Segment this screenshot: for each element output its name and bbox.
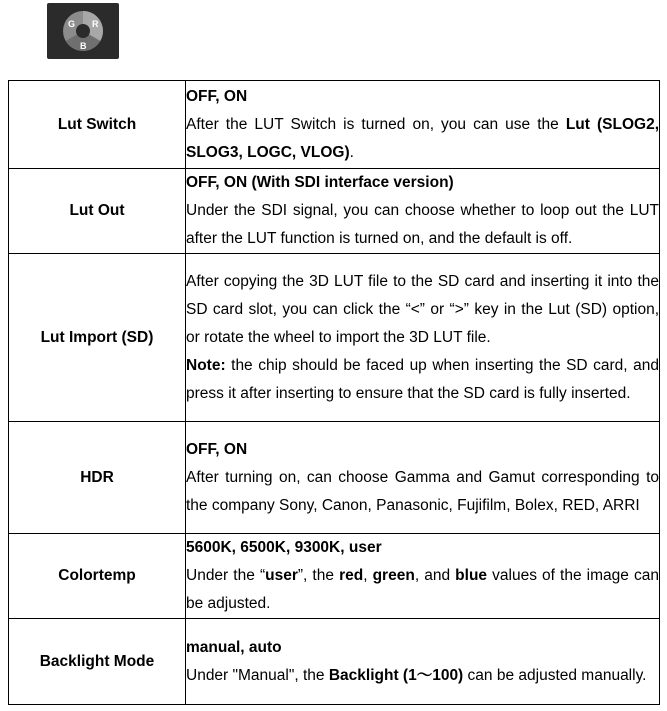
setting-description — [186, 534, 660, 619]
desc-text: Under "Manual", the — [186, 666, 329, 684]
desc-text: Under the SDI signal, you can choose whether to loop out the LUT after the LUT function is turned on, and the default is off. — [186, 202, 659, 247]
desc-bold: Backlight (1～100) — [328, 666, 464, 684]
table-row-lut-import — [9, 254, 660, 422]
setting-name: Lut Switch — [9, 81, 186, 169]
desc-bold-blue: blue — [455, 567, 488, 584]
wheel-letter-b: B — [80, 41, 87, 51]
setting-options: 5600K, 6500K, 9300K, user — [186, 539, 382, 556]
setting-name: Backlight Mode — [9, 619, 186, 705]
setting-description — [186, 169, 660, 254]
desc-text: ”, the — [297, 567, 340, 584]
setting-name: Lut Import (SD) — [9, 254, 186, 422]
setting-options: manual, auto — [186, 638, 282, 656]
setting-description — [186, 619, 660, 705]
desc-suffix: . — [349, 143, 354, 161]
note-label: Note: — [186, 356, 226, 374]
note-text: the chip should be faced up when inserting the SD card, and press it after inserting to ensure that the SD card is fully inserted. — [186, 356, 659, 402]
setting-options: OFF, ON — [186, 440, 248, 458]
rgb-color-wheel-icon — [47, 3, 119, 59]
desc-text: After the LUT Switch is turned on, you can use the — [186, 115, 566, 133]
table-row-hdr — [9, 422, 660, 534]
desc-bold-red: red — [339, 567, 364, 584]
setting-description — [186, 422, 660, 534]
desc-text: After turning on, can choose Gamma and Gamut corresponding to the company Sony, Canon, Panasonic, Fujifilm, Bolex, RED, ARRI — [186, 468, 659, 514]
desc-text: After copying the 3D LUT file to the SD card and inserting it into the SD card slot, you can click the “<” or “>” key in the Lut (SD) option, or rotate the wheel to import the 3D LUT file. — [186, 272, 659, 346]
table-row-colortemp — [9, 534, 660, 619]
setting-options: OFF, ON — [186, 87, 248, 105]
desc-suffix: can be adjusted manually. — [463, 666, 647, 684]
setting-description — [186, 81, 660, 169]
setting-name: HDR — [9, 422, 186, 534]
setting-options: OFF, ON (With SDI interface version) — [186, 174, 454, 191]
table-row-lut-switch — [9, 81, 660, 169]
setting-name: Lut Out — [9, 169, 186, 254]
setting-description — [186, 254, 660, 422]
desc-bold: Lut (SLOG2, SLOG3, LOGC, VLOG) — [186, 115, 659, 161]
desc-text: , — [363, 567, 373, 584]
icon-background — [47, 3, 119, 59]
setting-name: Colortemp — [9, 534, 186, 619]
desc-bold-user: user — [265, 567, 298, 584]
desc-bold-green: green — [372, 567, 415, 584]
color-wheel-graphic — [47, 3, 119, 59]
desc-text: values of the image can be adjusted. — [186, 567, 659, 612]
wheel-letter-r: R — [92, 19, 99, 29]
table-row-backlight-mode — [9, 619, 660, 705]
desc-text: Under the “ — [186, 567, 266, 584]
settings-table — [8, 80, 660, 705]
table-row-lut-out — [9, 169, 660, 254]
desc-text: , and — [414, 567, 456, 584]
wheel-letter-g: G — [68, 19, 76, 29]
